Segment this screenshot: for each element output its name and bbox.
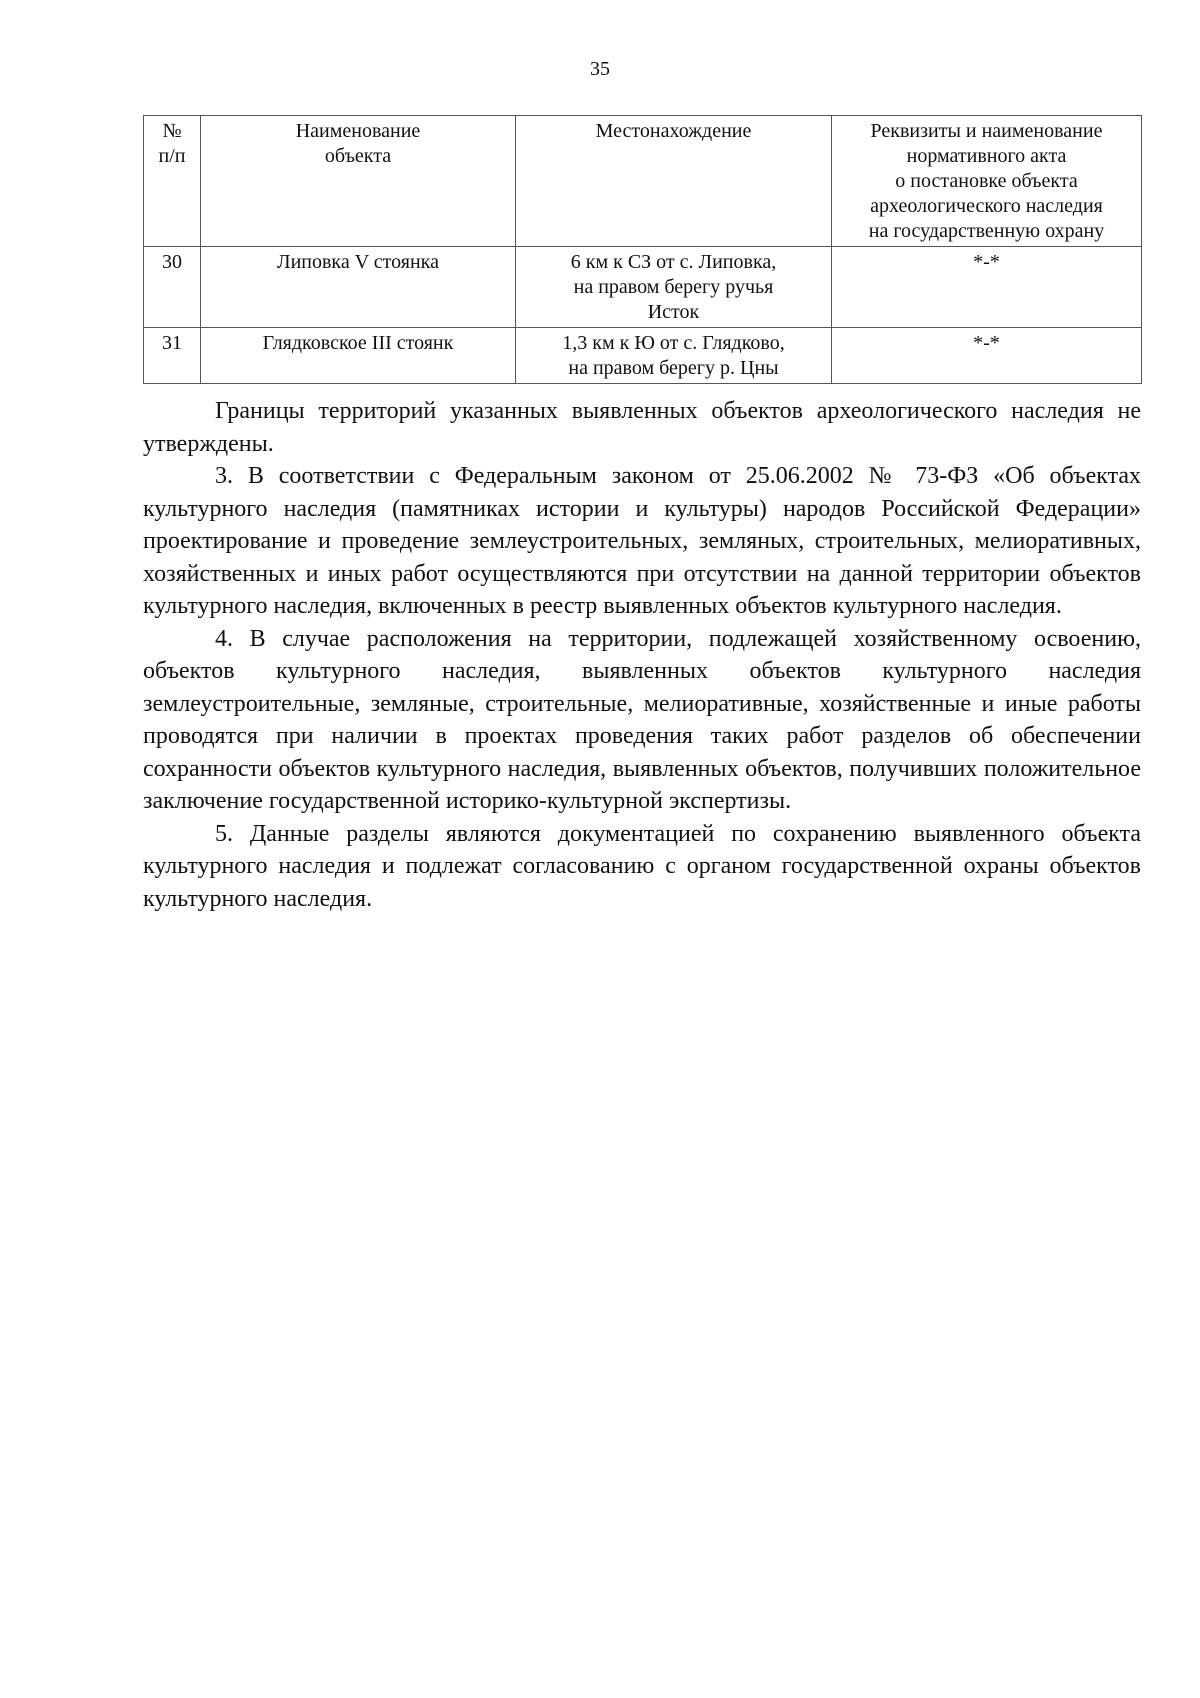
table-row [144,328,1142,384]
row-object-name: Липовка V стоянка [201,247,516,328]
paragraph-4: 4. В случае расположения на территории, подлежащей хозяйственному освоению, объектов культурного наследия, выявленных объектов культурного наследия землеустроительные, земляные, строительные, мелиоративные, хозяйственные и иные работы проводятся при наличии в проектах проведения таких работ разделов об обеспечении сохранности объектов культурного наследия, выявленных объектов, получивших положительное заключение государственной историко-культурной экспертизы. [143,625,1141,814]
page-number: 35 [590,58,610,80]
document-body [143,395,1141,915]
header-location: Местонахождение [516,116,832,247]
table-header-row [144,116,1142,247]
row-number: 30 [144,247,201,328]
paragraph-5: 5. Данные разделы являются документацией по сохранению выявленного объекта культурного наследия и подлежат согласованию с органом государственной охраны объектов культурного наследия. [143,820,1141,912]
header-normative-act: Реквизиты и наименование нормативного акта о постановке объекта археологического наследия на государственную охрану [832,116,1142,247]
paragraph-3: 3. В соответствии с Федеральным законом от 25.06.2002 № 73-ФЗ «Об объектах культурного наследия (памятниках истории и культуры) народов Российской Федерации» проектирование и проведение землеустроительных, земляных, строительных, мелиоративных, хозяйственных и иных работ осуществляются при отсутствии на данной территории объектов культурного наследия, включенных в реестр выявленных объектов культурного наследия. [143,463,1141,619]
header-number: № п/п [144,116,201,247]
paragraph-boundaries-note: Границы территорий указанных выявленных объектов археологического наследия не утверждены. [143,398,1141,457]
row-location: 1,3 км к Ю от с. Глядково, на правом берегу р. Цны [516,328,832,384]
table-row [144,247,1142,328]
header-object-name: Наименование объекта [201,116,516,247]
row-location: 6 км к СЗ от с. Липовка, на правом берегу ручья Исток [516,247,832,328]
heritage-objects-table [143,115,1142,384]
row-number: 31 [144,328,201,384]
row-object-name: Глядковское III стоянк [201,328,516,384]
row-normative-act: *-* [832,247,1142,328]
row-normative-act: *-* [832,328,1142,384]
